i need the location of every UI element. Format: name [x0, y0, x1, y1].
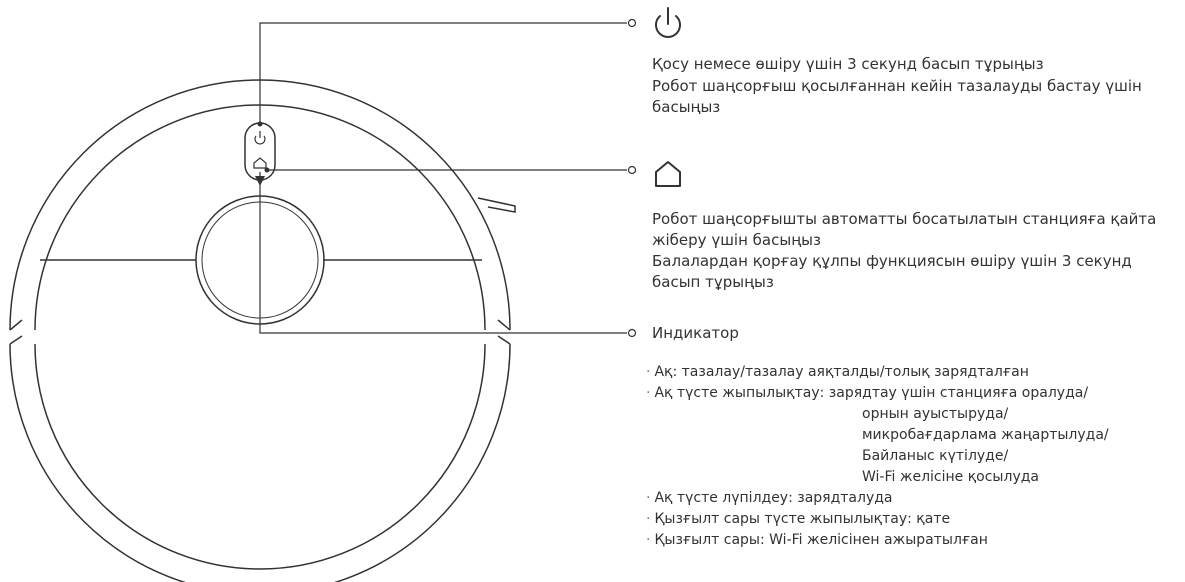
indicator-item-text: Ақ түсте жыпылықтау: зарядтау үшін станцияға оралуда/: [654, 385, 1089, 401]
bumper-gap-left: [10, 320, 22, 344]
indicator-blink-cont-4: Wi-Fi желісіне қосылуда: [862, 469, 1039, 485]
indicator-item-text: Ақ түсте лүпілдеу: зарядталуда: [654, 490, 893, 506]
home-callout-end: [629, 167, 636, 174]
indicator-arrow: [255, 176, 265, 186]
power-callout-line: [260, 23, 627, 124]
power-icon: [656, 8, 680, 37]
power-description-line-2: Робот шаңсорғыш қосылғаннан кейін тазалауды бастау үшін басыңыз: [652, 77, 1142, 116]
indicator-item-text: Қызғылт сары: Wi-Fi желісінен ажыратылған: [654, 532, 988, 548]
indicator-blink-cont-2: микробағдарлама жаңартылуда/: [862, 427, 1109, 443]
indicator-item-white-blink: · Ақ түсте жыпылықтау: зарядтау үшін станцияға оралуда/: [646, 385, 1089, 401]
power-callout-dot: [258, 122, 263, 127]
indicator-item-text: Қызғылт сары түсте жыпылықтау: қате: [654, 511, 951, 527]
indicator-blink-cont-1: орнын ауыстыруда/: [862, 406, 1009, 422]
indicator-blink-cont-3: Байланыс күтілуде/: [862, 448, 1009, 464]
indicator-item-white-pulse: · Ақ түсте лүпілдеу: зарядталуда: [646, 490, 893, 506]
home-callout-dot: [265, 168, 270, 173]
robot-inner-ring-lower: [35, 344, 485, 569]
indicator-item-orange: · Қызғылт сары: Wi-Fi желісінен ажыратылған: [646, 532, 988, 548]
home-description-line-2: Балалардан қорғау құлпы функциясын өшіру үшін 3 секунд басып тұрыңыз: [652, 252, 1132, 291]
power-callout-end: [629, 20, 636, 27]
indicator-callout-end: [629, 330, 636, 337]
power-description-line-1: Қосу немесе өшіру үшін 3 секунд басып тұрыңыз: [652, 55, 1044, 73]
robot-body-outline-lower: [10, 344, 510, 582]
robot-home-button-icon: [254, 158, 266, 168]
indicator-item-orange-blink: · Қызғылт сары түсте жыпылықтау: қате: [646, 511, 951, 527]
home-description-line-1: Робот шаңсорғышты автоматты босатылатын станцияға қайта жіберу үшін басыңыз: [652, 210, 1157, 249]
indicator-item-text: Ақ: тазалау/тазалау аяқталды/толық зарядталған: [654, 364, 1029, 380]
indicator-item-white: · Ақ: тазалау/тазалау аяқталды/толық зарядталған: [646, 364, 1029, 380]
side-brush: [478, 198, 515, 212]
robot-power-button-icon: [255, 131, 265, 144]
indicator-title: Индикатор: [652, 324, 739, 342]
indicator-callout-line: [260, 172, 627, 333]
home-icon: [656, 162, 680, 186]
bumper-gap-right: [498, 320, 510, 344]
